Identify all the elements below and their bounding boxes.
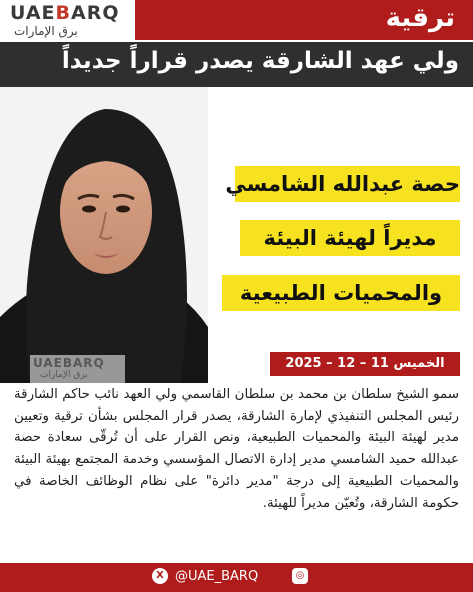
portrait-photo (0, 87, 208, 383)
headline: ولي عهد الشارقة يصدر قراراً جديداً (61, 48, 459, 74)
category-label: ترقية (385, 3, 455, 33)
instagram-icon[interactable]: ◎ (292, 568, 308, 584)
article-body: سمو الشيخ سلطان بن محمد بن سلطان القاسمي ولي العهد نائب حاكم الشارقة رئيس المجلس التنفيذي لإمارة الشارقة، يصدر قرار المجلس بشأن ترقية وتعيين مدير لهيئة البيئة والمحميات الطبيعية، ونص القرار على أن تُرقّى سعادة حصة عبدالله حميد الشامسي مدير إدارة الاتصال المؤسسي وخدمة المجتمع بهيئة البيئة والمحميات الطبيعية إلى درجة "مدير دائرة" على نظام الوظائف الخاصة في حكومة الشارقة، وتُعيّن مديراً للهيئة. (14, 387, 459, 511)
social-handle[interactable]: @UAE_BARQ (175, 569, 259, 584)
watermark-latin: UAEBARQ (33, 356, 105, 370)
name-label: حصة عبدالله الشامسي (235, 166, 460, 202)
watermark-arabic: برق الإمارات (40, 370, 88, 380)
role-label-line1: مديراً لهيئة البيئة (240, 220, 460, 256)
portrait-illustration (0, 87, 208, 383)
logo-latin-text: UAEBARQ (10, 2, 120, 24)
role-label-line2: والمحميات الطبيعية (222, 275, 460, 311)
date-text: الخميس 11 – 12 – 2025 (285, 356, 445, 371)
logo-arabic-text: برق الإمارات (14, 24, 78, 38)
x-icon[interactable]: X (152, 568, 168, 584)
